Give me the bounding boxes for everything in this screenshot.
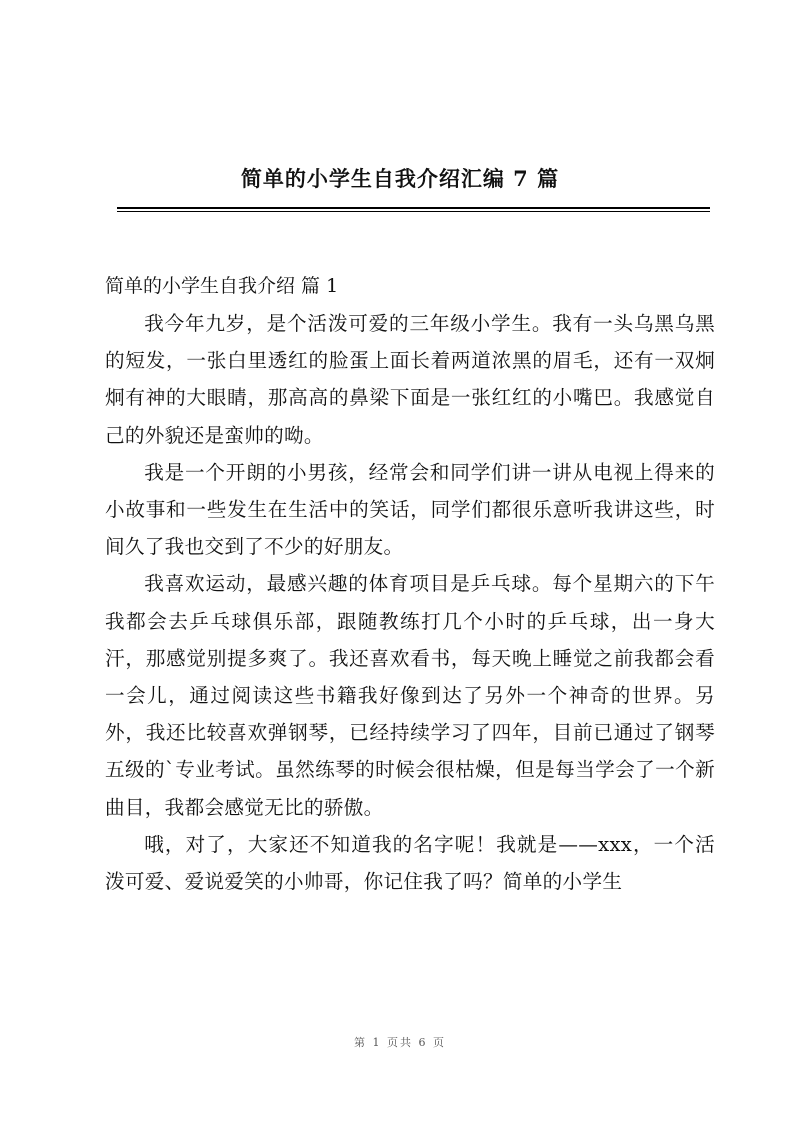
paragraph-3: 我喜欢运动，最感兴趣的体育项目是乒乓球。每个星期六的下午我都会去乒乓球俱乐部，跟随教练打几个小时的乒乓球，出一身大汗，那感觉别提多爽了。我还喜欢看书，每天晚上睡觉之前我都会看一会儿，通过阅读这些书籍我好像到达了另外一个神奇的世界。另外，我还比较喜欢弹钢琴，已经持续学习了四年，目前已通过了钢琴五级的`专业考试。虽然练琴的时候会很枯燥，但是每当学会了一个新曲目，我都会感觉无比的骄傲。 (105, 572, 715, 819)
document-body (105, 268, 715, 900)
page-number-footer: 第 1 页共 6 页 (354, 1036, 446, 1049)
paragraph-4: 哦，对了，大家还不知道我的名字呢！我就是——xxx，一个活泼可爱、爱说爱笑的小帅哥，你记住我了吗？简单的小学生 (105, 832, 715, 894)
document-title: 简单的小学生自我介绍汇编 7 篇 (240, 166, 560, 191)
paragraph-2: 我是一个开朗的小男孩，经常会和同学们讲一讲从电视上得来的小故事和一些发生在生活中的笑话，同学们都很乐意听我讲这些，时间久了我也交到了不少的好朋友。 (105, 460, 715, 559)
paragraph-1: 我今年九岁，是个活泼可爱的三年级小学生。我有一头乌黑乌黑的短发，一张白里透红的脸蛋上面长着两道浓黑的眉毛，还有一双炯炯有神的大眼睛，那高高的鼻梁下面是一张红红的小嘴巴。我感觉自己的外貌还是蛮帅的呦。 (105, 312, 715, 447)
title-divider (117, 207, 710, 212)
section-heading: 简单的小学生自我介绍 篇 1 (105, 275, 339, 297)
